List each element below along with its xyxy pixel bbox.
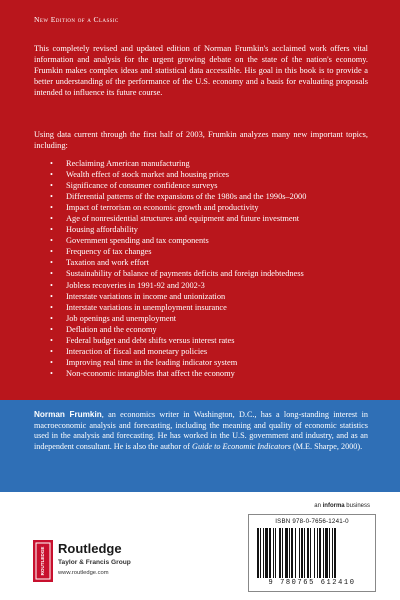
topic-item: • Government spending and tax components [50, 235, 380, 246]
barcode-bar [275, 528, 276, 578]
topic-item: • Age of nonresidential structures and equipment and future investment [50, 213, 380, 224]
publisher-url: www.routledge.com [58, 570, 109, 576]
barcode-bar [334, 528, 336, 578]
topic-item: • Non-economic intangibles that affect the economy [50, 368, 380, 379]
bio-text-end: (M.E. Sharpe, 2000). [290, 442, 363, 452]
informa-prefix: an [314, 503, 323, 509]
barcode-bar [291, 528, 293, 578]
barcode-bar [319, 528, 321, 578]
topic-item: • Frequency of tax changes [50, 246, 380, 257]
barcode-bar [304, 528, 305, 578]
barcode [248, 514, 376, 592]
barcode-bar [317, 528, 318, 578]
topic-item: • Deflation and the economy [50, 324, 380, 335]
barcode-bar [325, 528, 328, 578]
author-bio [34, 410, 368, 453]
informa-tagline [314, 503, 370, 509]
barcode-bar [323, 528, 324, 578]
isbn-label: ISBN 978-0-7656-1241-0 [275, 518, 349, 525]
barcode-bar [273, 528, 274, 578]
barcode-bar [269, 528, 271, 578]
topic-item: • Interaction of fiscal and monetary policies [50, 346, 380, 357]
topic-item: • Improving real time in the leading indicator system [50, 357, 380, 368]
topic-item: • Jobless recoveries in 1991-92 and 2002-3 [50, 280, 380, 291]
barcode-bar [314, 528, 315, 578]
routledge-logo-icon [33, 540, 53, 582]
informa-suffix: business [344, 503, 370, 509]
intro-paragraph: This completely revised and updated edition of Norman Frumkin's acclaimed work offers vital information and analysis for the urgent growing debate on the state of the nation's economy. Frumkin makes complex ideas and statistical data accessible. His goal in this book is to provide a better understanding of the performance of the U.S. economy and a basis for evaluating proposals intended to influence its future course. [34, 44, 368, 97]
author-name: Norman Frumkin [34, 410, 102, 419]
topic-item: • Interstate variations in income and unionization [50, 291, 380, 302]
barcode-bar [285, 528, 288, 578]
barcode-bar [265, 528, 268, 578]
topic-item: • Taxation and work effort [50, 257, 380, 268]
barcode-bar [332, 528, 333, 578]
publisher-group: Taylor & Francis Group [58, 559, 131, 566]
barcode-bar [310, 528, 311, 578]
barcode-bar [289, 528, 290, 578]
topic-item: • Differential patterns of the expansions of the 1980s and the 1990s–2000 [50, 191, 380, 202]
barcode-bar [299, 528, 300, 578]
topics-list [50, 158, 380, 379]
topics-intro: Using data current through the first half of 2003, Frumkin analyzes many new important topics, including: [34, 130, 368, 150]
topic-item: • Wealth effect of stock market and housing prices [50, 169, 380, 180]
topic-item: • Housing affordability [50, 224, 380, 235]
topic-item: • Impact of terrorism on economic growth and productivity [50, 202, 380, 213]
topic-item: • Interstate variations in unemployment insurance [50, 302, 380, 313]
informa-brand: informa [322, 503, 345, 509]
barcode-bar [307, 528, 309, 578]
topic-item: • Significance of consumer confidence surveys [50, 180, 380, 191]
topic-item: • Reclaiming American manufacturing [50, 158, 380, 169]
barcode-bar [295, 528, 296, 578]
barcode-bar [279, 528, 281, 578]
topic-item: • Sustainability of balance of payments deficits and foreign indebtedness [50, 268, 380, 279]
publisher-name: Routledge [58, 541, 122, 556]
topic-item: • Job openings and unemployment [50, 313, 380, 324]
barcode-bar [260, 528, 261, 578]
barcode-bar [282, 528, 283, 578]
barcode-bar [329, 528, 330, 578]
bio-text: , an economics writer in Washington, D.C., has a long-standing interest in macroeconomic analysis and forecasting, including the meaning and quality of economic statistics used in the analysis and forecasting. He has worked in the U.S. government and industry, and as an independent consultant. He is also the author of [34, 410, 368, 452]
barcode-digits: 9 780765 612410 [268, 579, 356, 587]
edition-label: New Edition of a Classic [34, 15, 119, 24]
barcode-bar [263, 528, 264, 578]
barcode-bar [301, 528, 303, 578]
logo-vertical-text: ROUTLEDGE [40, 546, 46, 576]
book-title: Guide to Economic Indicators [192, 442, 291, 452]
barcode-bar [257, 528, 259, 578]
topic-item: • Federal budget and debt shifts versus interest rates [50, 335, 380, 346]
barcode-bars [257, 528, 367, 578]
